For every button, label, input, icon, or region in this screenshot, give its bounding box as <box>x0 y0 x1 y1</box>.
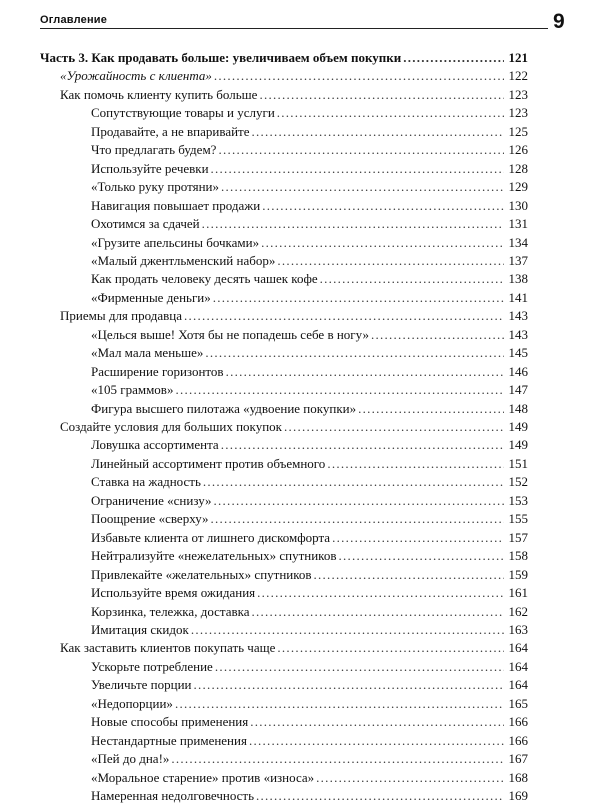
toc-entry-page: 143 <box>508 326 528 342</box>
toc-entry <box>91 731 528 751</box>
toc-entry-title: Увеличьте порции <box>91 677 192 693</box>
toc-entry-page: 149 <box>508 437 528 453</box>
toc-entry-title: Сопутствующие товары и услуги <box>91 105 275 121</box>
toc-entry-title: Используйте речевки <box>91 160 209 176</box>
toc-leader-dots <box>194 675 504 695</box>
toc-entry-title: Нестандартные применения <box>91 732 247 748</box>
toc-entry <box>91 399 528 419</box>
toc-leader-dots <box>316 768 504 788</box>
toc-entry-title: Как помочь клиенту купить больше <box>60 86 258 102</box>
toc-entry <box>60 417 528 437</box>
toc-entry <box>60 306 528 326</box>
toc-leader-dots <box>327 454 504 474</box>
toc-leader-dots <box>284 417 504 437</box>
toc-entry-page: 125 <box>508 123 528 139</box>
toc-entry-title: Ловушка ассортимента <box>91 437 219 453</box>
toc-entry-title: Часть 3. Как продавать больше: увеличиваем объем покупки <box>40 50 402 65</box>
toc-leader-dots <box>277 103 504 123</box>
toc-entry <box>91 694 528 714</box>
toc-entry-page: 149 <box>508 419 528 434</box>
toc-entry <box>60 638 528 658</box>
toc-entry-page: 166 <box>508 732 528 748</box>
toc-entry-title: «Фирменные деньги» <box>91 289 211 305</box>
toc-entry-page: 169 <box>508 788 528 803</box>
toc-entry-page: 134 <box>508 234 528 250</box>
toc-entry <box>91 177 528 197</box>
toc-entry <box>91 749 528 769</box>
toc-entry-title: Избавьте клиента от лишнего дискомфорта <box>91 529 331 545</box>
toc-entry-page: 153 <box>508 492 528 508</box>
toc-entry <box>91 491 528 511</box>
toc-entry-title: Как продать человеку десять чашек кофе <box>91 271 318 287</box>
toc-entry-title: Намеренная недолговечность <box>91 788 255 803</box>
toc-leader-dots <box>259 85 504 105</box>
toc-entry-page: 129 <box>508 179 528 195</box>
toc-entry <box>91 583 528 603</box>
toc-entry-page: 122 <box>508 68 528 84</box>
toc-leader-dots <box>371 325 504 345</box>
toc-entry-title: Как заставить клиентов покупать чаще <box>60 640 276 656</box>
header-title: Оглавление <box>40 14 108 26</box>
toc-entry-page: 166 <box>508 714 528 730</box>
toc-leader-dots <box>277 638 504 658</box>
toc-leader-dots <box>403 48 504 68</box>
toc-entry-page: 145 <box>508 345 528 361</box>
toc-entry-title: Ставка на жадность <box>91 474 201 490</box>
toc-entry <box>60 85 528 105</box>
toc-entry-title: «Целься выше! Хотя бы не попадешь себе в ногу» <box>91 326 369 342</box>
toc-leader-dots <box>256 786 504 806</box>
toc-entry-page: 131 <box>508 216 528 232</box>
toc-entry-page: 168 <box>508 769 528 785</box>
toc-leader-dots <box>249 731 504 751</box>
toc-leader-dots <box>252 602 504 622</box>
toc-entry <box>91 509 528 529</box>
toc-entry <box>91 325 528 345</box>
toc-entry-page: 123 <box>508 86 528 102</box>
toc-leader-dots <box>171 749 504 769</box>
toc-entry <box>91 565 528 585</box>
toc-entry-page: 163 <box>508 621 528 637</box>
toc-entry-page: 157 <box>508 529 528 545</box>
toc-entry-page: 126 <box>508 142 528 158</box>
toc-entry-page: 165 <box>508 695 528 711</box>
toc-entry-page: 167 <box>508 751 528 767</box>
toc-entry <box>91 768 528 788</box>
toc-entry-title: Имитация скидок <box>91 621 189 637</box>
toc-entry-title: «Грузите апельсины бочками» <box>91 234 260 250</box>
toc-leader-dots <box>332 528 504 548</box>
toc-entry-title: Нейтрализуйте «нежелательных» спутников <box>91 548 337 564</box>
toc-leader-dots <box>215 657 504 677</box>
toc-entry <box>91 657 528 677</box>
toc-leader-dots <box>191 620 504 640</box>
toc-leader-dots <box>205 343 504 363</box>
toc-entry-title: Что предлагать будем? <box>91 142 217 158</box>
toc-leader-dots <box>320 269 504 289</box>
toc-entry <box>91 122 528 142</box>
toc-entry <box>91 214 528 234</box>
toc-entry-title: Привлекайте «желательных» спутников <box>91 566 312 582</box>
toc-leader-dots <box>262 196 504 216</box>
toc-entry-title: Охотимся за сдачей <box>91 216 200 232</box>
toc-entry <box>91 435 528 455</box>
toc-entry-title: «Малый джентльменский набор» <box>91 252 276 268</box>
toc-entry <box>91 546 528 566</box>
toc-entry <box>91 675 528 695</box>
toc-entry-title: Продавайте, а не впаривайте <box>91 123 250 139</box>
toc-leader-dots <box>338 546 504 566</box>
toc-leader-dots <box>214 491 504 511</box>
toc-entry-page: 152 <box>508 474 528 490</box>
toc-entry-title: «Моральное старение» против «износа» <box>91 769 315 785</box>
toc-leader-dots <box>221 435 504 455</box>
toc-leader-dots <box>202 214 504 234</box>
toc-entry-page: 141 <box>508 289 528 305</box>
toc-leader-dots <box>314 565 504 585</box>
running-header <box>40 12 548 29</box>
toc-leader-dots <box>203 472 504 492</box>
toc-entry-title: Ограничение «снизу» <box>91 492 212 508</box>
toc-entry-title: Ускорьте потребление <box>91 658 213 674</box>
toc-entry-page: 146 <box>508 363 528 379</box>
toc-leader-dots <box>252 122 504 142</box>
toc-leader-dots <box>213 288 504 308</box>
toc-leader-dots <box>257 583 504 603</box>
toc-entry-title: Корзинка, тележка, доставка <box>91 603 250 619</box>
toc-entry-page: 164 <box>508 677 528 693</box>
toc-entry-page: 137 <box>508 252 528 268</box>
toc-entry <box>91 602 528 622</box>
toc-entry-title: «Недопорции» <box>91 695 173 711</box>
toc-entry <box>91 712 528 732</box>
toc-entry <box>91 288 528 308</box>
toc-entry-page: 159 <box>508 566 528 582</box>
toc-leader-dots <box>211 509 504 529</box>
toc-leader-dots <box>277 251 504 271</box>
toc-entry <box>91 159 528 179</box>
toc-leader-dots <box>175 694 504 714</box>
toc-entry-page: 164 <box>508 640 528 656</box>
toc-leader-dots <box>214 66 504 86</box>
toc-entry-page: 143 <box>508 308 528 324</box>
toc-entry-title: «Пей до дна!» <box>91 751 170 767</box>
toc-entry-title: «Урожайность с клиента» <box>60 68 212 84</box>
toc-entry-title: Новые способы применения <box>91 714 249 730</box>
toc-entry-title: «Только руку протяни» <box>91 179 220 195</box>
toc-entry-title: «Мал мала меньше» <box>91 345 204 361</box>
toc-entry-title: Линейный ассортимент против объемного <box>91 455 326 471</box>
toc-entry-page: 123 <box>508 105 528 121</box>
toc-entry-title: Навигация повышает продажи <box>91 197 261 213</box>
toc-leader-dots <box>184 306 504 326</box>
toc-entry-page: 138 <box>508 271 528 287</box>
toc-leader-dots <box>175 380 504 400</box>
toc-entry <box>91 786 528 806</box>
toc-entry-title: «105 граммов» <box>91 382 174 398</box>
toc-entry <box>91 362 528 382</box>
toc-entry <box>91 140 528 160</box>
toc-entry-page: 148 <box>508 400 528 416</box>
toc-leader-dots <box>211 159 504 179</box>
toc-entry <box>91 472 528 492</box>
toc-entry <box>91 233 528 253</box>
toc-entry-title: Создайте условия для больших покупок <box>60 419 282 434</box>
toc-entry <box>91 620 528 640</box>
toc-leader-dots <box>358 399 504 419</box>
toc-entry <box>91 380 528 400</box>
toc-entry-page: 151 <box>508 455 528 471</box>
toc-leader-dots <box>226 362 504 382</box>
toc-entry-page: 121 <box>508 50 528 65</box>
toc-entry-title: Расширение горизонтов <box>91 363 224 379</box>
toc-leader-dots <box>250 712 504 732</box>
toc-entry <box>40 48 528 68</box>
toc-entry-page: 158 <box>508 548 528 564</box>
toc-entry-page: 164 <box>508 658 528 674</box>
toc-entry <box>60 66 528 86</box>
toc-leader-dots <box>218 140 504 160</box>
toc-entry-page: 147 <box>508 382 528 398</box>
toc-entry <box>91 103 528 123</box>
toc-entry-title: Используйте время ожидания <box>91 585 256 601</box>
toc-entry-page: 162 <box>508 603 528 619</box>
toc-entry <box>91 454 528 474</box>
toc-entry-title: Поощрение «сверху» <box>91 511 209 527</box>
toc-entry <box>91 343 528 363</box>
toc-entry-page: 128 <box>508 160 528 176</box>
toc-entry-title: Фигура высшего пилотажа «удвоение покупки» <box>91 400 357 416</box>
page-number: 9 <box>553 10 565 33</box>
toc-leader-dots <box>261 233 504 253</box>
toc-leader-dots <box>221 177 504 197</box>
toc-entry-page: 155 <box>508 511 528 527</box>
toc-entry-page: 130 <box>508 197 528 213</box>
toc-entry <box>91 196 528 216</box>
toc-entry <box>91 269 528 289</box>
toc-entry <box>91 528 528 548</box>
toc-entry-title: Приемы для продавца <box>60 308 182 324</box>
toc-entry <box>91 251 528 271</box>
toc-entry-page: 161 <box>508 585 528 601</box>
